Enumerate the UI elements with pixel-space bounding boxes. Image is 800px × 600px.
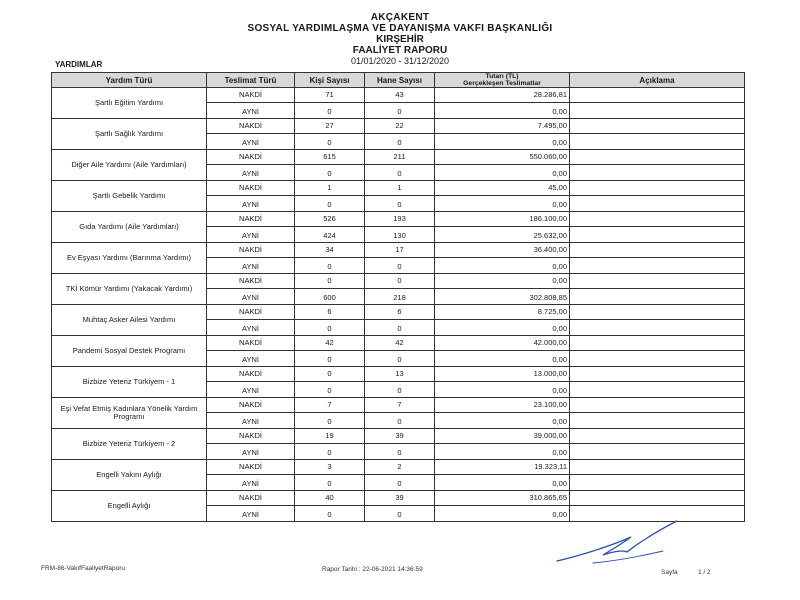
delivery-type-cell: NAKDİ	[207, 429, 295, 444]
household-count-cell: 130	[365, 226, 435, 243]
org-province: KIRŞEHİR	[376, 34, 424, 45]
note-cell	[570, 226, 745, 243]
note-cell	[570, 412, 745, 429]
amount-cell: 25.632,00	[435, 226, 570, 243]
delivery-type-cell: NAKDİ	[207, 460, 295, 475]
household-count-cell: 39	[365, 429, 435, 444]
people-count-cell: 1	[295, 181, 365, 196]
household-count-cell: 0	[365, 102, 435, 119]
table-row	[52, 119, 745, 134]
table-row	[52, 274, 745, 289]
people-count-cell: 0	[295, 319, 365, 336]
note-cell	[570, 257, 745, 274]
household-count-cell: 0	[365, 505, 435, 522]
note-cell	[570, 88, 745, 103]
household-count-cell: 39	[365, 491, 435, 506]
people-count-cell: 526	[295, 212, 365, 227]
delivery-type-cell: NAKDİ	[207, 305, 295, 320]
form-code: FRM-86-VakıfFaaliyetRaporu	[41, 565, 126, 572]
amount-cell: 13.000,00	[435, 367, 570, 382]
amount-cell: 0,00	[435, 412, 570, 429]
table-row	[52, 336, 745, 351]
household-count-cell: 0	[365, 381, 435, 398]
note-cell	[570, 381, 745, 398]
col-amount-line1: Tutarı (TL)	[485, 73, 519, 80]
aid-type-cell: Bizbize Yeteriz Türkiyem - 1	[52, 367, 207, 398]
people-count-cell: 40	[295, 491, 365, 506]
aid-type-cell: Ev Eşyası Yardımı (Barınma Yardımı)	[52, 243, 207, 274]
note-cell	[570, 398, 745, 413]
household-count-cell: 6	[365, 305, 435, 320]
delivery-type-cell: AYNİ	[207, 319, 295, 336]
people-count-cell: 0	[295, 412, 365, 429]
note-cell	[570, 133, 745, 150]
note-cell	[570, 491, 745, 506]
delivery-type-cell: NAKDİ	[207, 274, 295, 289]
people-count-cell: 27	[295, 119, 365, 134]
amount-cell: 0,00	[435, 102, 570, 119]
people-count-cell: 7	[295, 398, 365, 413]
page-number: 1 / 2	[698, 569, 711, 576]
household-count-cell: 17	[365, 243, 435, 258]
delivery-type-cell: NAKDİ	[207, 243, 295, 258]
col-aid-type: Yardım Türü	[52, 73, 207, 88]
note-cell	[570, 243, 745, 258]
aid-type-cell: Şartlı Gebelik Yardımı	[52, 181, 207, 212]
people-count-cell: 19	[295, 429, 365, 444]
people-count-cell: 0	[295, 381, 365, 398]
household-count-cell: 0	[365, 133, 435, 150]
delivery-type-cell: AYNİ	[207, 226, 295, 243]
household-count-cell: 0	[365, 274, 435, 289]
household-count-cell: 0	[365, 350, 435, 367]
delivery-type-cell: AYNİ	[207, 133, 295, 150]
people-count-cell: 34	[295, 243, 365, 258]
amount-cell: 0,00	[435, 274, 570, 289]
household-count-cell: 0	[365, 195, 435, 212]
note-cell	[570, 319, 745, 336]
amount-cell: 0,00	[435, 133, 570, 150]
delivery-type-cell: NAKDİ	[207, 119, 295, 134]
amount-cell: 0,00	[435, 474, 570, 491]
aid-type-cell: TKİ Kömür Yardımı (Yakacak Yardımı)	[52, 274, 207, 305]
aid-type-cell: Engelli Yakını Aylığı	[52, 460, 207, 491]
people-count-cell: 0	[295, 443, 365, 460]
amount-cell: 0,00	[435, 505, 570, 522]
table-body	[52, 88, 745, 522]
note-cell	[570, 474, 745, 491]
amount-cell: 0,00	[435, 350, 570, 367]
household-count-cell: 0	[365, 319, 435, 336]
note-cell	[570, 367, 745, 382]
note-cell	[570, 443, 745, 460]
delivery-type-cell: NAKDİ	[207, 491, 295, 506]
delivery-type-cell: AYNİ	[207, 350, 295, 367]
household-count-cell: 218	[365, 288, 435, 305]
delivery-type-cell: NAKDİ	[207, 367, 295, 382]
amount-cell: 0,00	[435, 164, 570, 181]
household-count-cell: 0	[365, 257, 435, 274]
page-label: Sayfa	[661, 569, 678, 576]
col-amount	[435, 73, 570, 88]
people-count-cell: 42	[295, 336, 365, 351]
delivery-type-cell: NAKDİ	[207, 88, 295, 103]
amount-cell: 28.286,81	[435, 88, 570, 103]
amount-cell: 0,00	[435, 381, 570, 398]
aid-type-cell: Muhtaç Asker Ailesi Yardımı	[52, 305, 207, 336]
table-header-row	[52, 73, 745, 88]
col-amount-line2: Gerçekleşen Teslimatlar	[463, 80, 541, 87]
delivery-type-cell: AYNİ	[207, 257, 295, 274]
delivery-type-cell: AYNİ	[207, 164, 295, 181]
aid-type-cell: Engelli Aylığı	[52, 491, 207, 522]
report-title: FAALİYET RAPORU	[352, 45, 448, 56]
people-count-cell: 6	[295, 305, 365, 320]
household-count-cell: 42	[365, 336, 435, 351]
note-cell	[570, 429, 745, 444]
people-count-cell: 0	[295, 164, 365, 181]
delivery-type-cell: AYNİ	[207, 505, 295, 522]
amount-cell: 23.100,00	[435, 398, 570, 413]
household-count-cell: 0	[365, 474, 435, 491]
table-row	[52, 150, 745, 165]
aid-type-cell: Eşi Vefat Etmiş Kadınlara Yönelik Yardım Programı	[52, 398, 207, 429]
amount-cell: 7.495,00	[435, 119, 570, 134]
table-row	[52, 429, 745, 444]
household-count-cell: 0	[365, 412, 435, 429]
delivery-type-cell: NAKDİ	[207, 150, 295, 165]
table-row	[52, 212, 745, 227]
amount-cell: 0,00	[435, 257, 570, 274]
delivery-type-cell: AYNİ	[207, 412, 295, 429]
amount-cell: 42.000,00	[435, 336, 570, 351]
note-cell	[570, 274, 745, 289]
household-count-cell: 22	[365, 119, 435, 134]
household-count-cell: 13	[365, 367, 435, 382]
amount-cell: 8.725,00	[435, 305, 570, 320]
people-count-cell: 600	[295, 288, 365, 305]
household-count-cell: 43	[365, 88, 435, 103]
table-row	[52, 398, 745, 413]
people-count-cell: 615	[295, 150, 365, 165]
aid-type-cell: Gıda Yardımı (Aile Yardımları)	[52, 212, 207, 243]
aid-type-cell: Pandemi Sosyal Destek Programı	[52, 336, 207, 367]
people-count-cell: 0	[295, 102, 365, 119]
delivery-type-cell: AYNİ	[207, 288, 295, 305]
people-count-cell: 0	[295, 350, 365, 367]
delivery-type-cell: AYNİ	[207, 102, 295, 119]
delivery-type-cell: NAKDİ	[207, 181, 295, 196]
col-people-count: Kişi Sayısı	[295, 73, 365, 88]
aid-type-cell: Diğer Aile Yardımı (Aile Yardımları)	[52, 150, 207, 181]
household-count-cell: 2	[365, 460, 435, 475]
people-count-cell: 0	[295, 274, 365, 289]
household-count-cell: 193	[365, 212, 435, 227]
table-row	[52, 88, 745, 103]
people-count-cell: 71	[295, 88, 365, 103]
col-note: Açıklama	[570, 73, 745, 88]
household-count-cell: 211	[365, 150, 435, 165]
delivery-type-cell: AYNİ	[207, 195, 295, 212]
table-row	[52, 181, 745, 196]
col-delivery-type: Teslimat Türü	[207, 73, 295, 88]
people-count-cell: 3	[295, 460, 365, 475]
note-cell	[570, 350, 745, 367]
amount-cell: 39.000,00	[435, 429, 570, 444]
note-cell	[570, 460, 745, 475]
amount-cell: 186.100,00	[435, 212, 570, 227]
note-cell	[570, 212, 745, 227]
household-count-cell: 0	[365, 164, 435, 181]
aid-type-cell: Bizbize Yeteriz Türkiyem - 2	[52, 429, 207, 460]
household-count-cell: 0	[365, 443, 435, 460]
signature	[553, 517, 683, 567]
delivery-type-cell: NAKDİ	[207, 336, 295, 351]
people-count-cell: 0	[295, 505, 365, 522]
delivery-type-cell: AYNİ	[207, 443, 295, 460]
aid-type-cell: Şartlı Sağlık Yardımı	[52, 119, 207, 150]
note-cell	[570, 119, 745, 134]
report-date: Rapor Tarihi : 22-06-2021 14:36:59	[322, 566, 423, 573]
section-label: YARDIMLAR	[55, 60, 103, 69]
table-row	[52, 460, 745, 475]
people-count-cell: 0	[295, 474, 365, 491]
table-row	[52, 367, 745, 382]
amount-cell: 310.865,65	[435, 491, 570, 506]
note-cell	[570, 288, 745, 305]
amount-cell: 302.808,85	[435, 288, 570, 305]
amount-cell: 45,00	[435, 181, 570, 196]
amount-cell: 0,00	[435, 319, 570, 336]
report-period: 01/01/2020 - 31/12/2020	[350, 56, 450, 66]
people-count-cell: 424	[295, 226, 365, 243]
aid-table	[51, 72, 745, 522]
household-count-cell: 7	[365, 398, 435, 413]
amount-cell: 36.400,00	[435, 243, 570, 258]
amount-cell: 0,00	[435, 195, 570, 212]
table-row	[52, 243, 745, 258]
note-cell	[570, 102, 745, 119]
people-count-cell: 0	[295, 367, 365, 382]
delivery-type-cell: NAKDİ	[207, 212, 295, 227]
org-district: AKÇAKENT	[370, 12, 430, 23]
col-household-count: Hane Sayısı	[365, 73, 435, 88]
table-row	[52, 305, 745, 320]
note-cell	[570, 195, 745, 212]
household-count-cell: 1	[365, 181, 435, 196]
aid-type-cell: Şartlı Eğitim Yardımı	[52, 88, 207, 119]
people-count-cell: 0	[295, 133, 365, 150]
table-row	[52, 491, 745, 506]
note-cell	[570, 305, 745, 320]
delivery-type-cell: AYNİ	[207, 474, 295, 491]
people-count-cell: 0	[295, 257, 365, 274]
note-cell	[570, 150, 745, 165]
org-name: SOSYAL YARDIMLAŞMA VE DAYANIŞMA VAKFI BAŞKANLIĞI	[247, 23, 553, 34]
amount-cell: 0,00	[435, 443, 570, 460]
amount-cell: 550.060,00	[435, 150, 570, 165]
note-cell	[570, 336, 745, 351]
note-cell	[570, 164, 745, 181]
delivery-type-cell: AYNİ	[207, 381, 295, 398]
note-cell	[570, 181, 745, 196]
amount-cell: 19.323,11	[435, 460, 570, 475]
delivery-type-cell: NAKDİ	[207, 398, 295, 413]
people-count-cell: 0	[295, 195, 365, 212]
report-header	[0, 12, 800, 67]
